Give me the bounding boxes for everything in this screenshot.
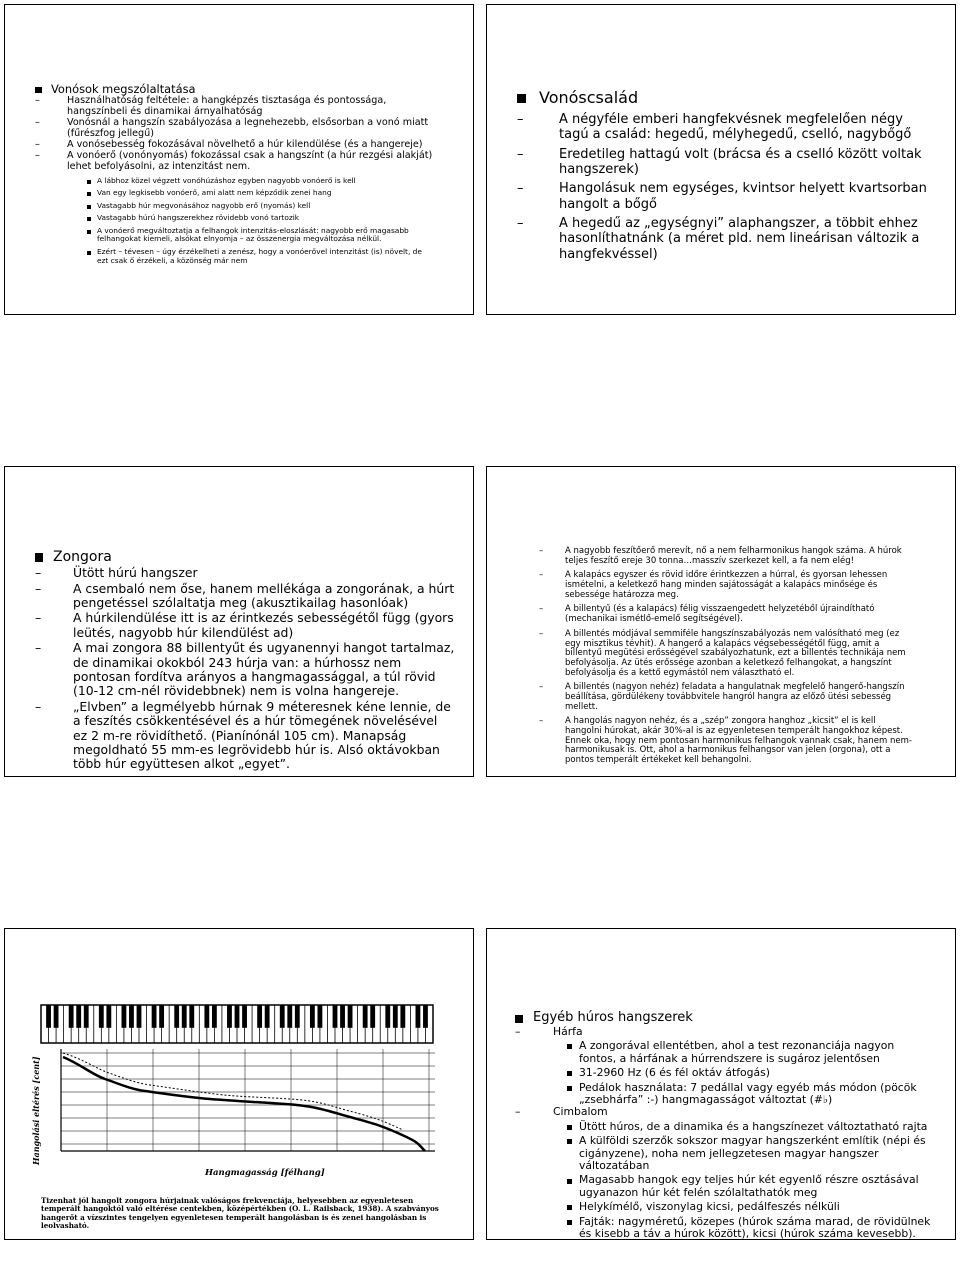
x-axis-label: Hangmagasság [félhang] <box>205 1168 325 1178</box>
list-item: – A vonóerő (vonónyomás) fokozással csak a hangszínt (a húr rezgési alakját) lehet befolyásolni, az intenzitást nem. <box>35 151 433 173</box>
list-item: – Használhatóság feltétele: a hangképzés tisztasága és pontossága, hangszínbeli és dinamikai árnyalhatóság <box>35 96 433 118</box>
sub-list-item: Fajták: nagyméretű, közepes (húrok száma marad, de rövidülnek és kisebb a táv a húrok között), kicsi (húrok száma kevesebb). <box>579 1214 931 1240</box>
black-key <box>400 1005 405 1028</box>
list-item-cimbalom: – Cimbalom <box>515 1106 931 1118</box>
slide-body <box>35 83 433 265</box>
slide-body <box>517 89 927 262</box>
list-item: – A billentés módjával semmiféle hangszínszabályozás nem valósítható meg (ez egy misztikus tévhit). A hangerő a kalapács végsebességétől függ, amit a billentyű megütési erősségével szabályozhatunk, ezt a billentés technikája nem befolyásolja. Az ütés erőssége azonban a keletkező felhangokat, a hangszínt befolyásolja és a kettő egymástól nem választható el. <box>539 630 915 678</box>
sub-list-item: Helykímélő, viszonylag kicsi, pedálfeszés nélküli <box>579 1200 840 1214</box>
black-key <box>159 1005 164 1028</box>
sub-list-item: Pedálok használata: 7 pedállal vagy egyéb más módon (pöcök „zsebhárfa” :-) hangmagasságot változtat (#♭) <box>579 1080 917 1106</box>
black-key <box>189 1005 194 1028</box>
y-axis-label: Hangolási eltérés [cent] <box>31 1056 41 1165</box>
deviation-curve <box>63 1057 425 1151</box>
list-item: – A kalapács egyszer és rövid időre érintkezzen a húrral, és gyorsan lehessen ismételni, a keletkező hang minden sajátosságát a kalapács minősége és sebessége határozza meg. <box>539 571 915 600</box>
black-key <box>265 1005 270 1028</box>
slide-title: Vonósok megszólaltatása <box>51 82 196 96</box>
slide-body <box>515 1011 931 1240</box>
slide-bowing <box>4 4 474 315</box>
list-item: – A hegedű az „egységnyi” alaphangszer, a többit ehhez hasonlíthatnánk (a méret pld. nem lineárisan változik a hangfekvéssel) <box>517 216 927 262</box>
black-key <box>69 1005 74 1028</box>
black-key <box>122 1005 127 1028</box>
list-item: – A mai zongora 88 billentyűt és ugyanennyi hangot tartalmaz, de dinamikai okokból 243 húrja van: a húrhossz nem pontosan fordítva arányos a hangmagassággal, a túl rövid (10-12 cm-nél rövidebbnek) nem is volna hangereje. <box>35 641 455 699</box>
slide-body <box>35 549 455 772</box>
tuning-figure <box>5 929 474 1240</box>
black-key <box>370 1005 375 1028</box>
black-key <box>174 1005 179 1028</box>
black-key <box>204 1005 209 1028</box>
slide-other-strings <box>486 928 956 1240</box>
slide-piano <box>4 466 474 777</box>
black-key <box>363 1005 368 1028</box>
list-item: – A vonósebesség fokozásával növelhető a húr kilendülése (és a hangereje) <box>35 140 433 151</box>
black-key <box>152 1005 157 1028</box>
graph-area <box>61 1049 435 1151</box>
black-key <box>385 1005 390 1028</box>
list-item: – A négyféle emberi hangfekvésnek megfelelően négy tagú a család: hegedű, mélyhegedű, cselló, nagybőgő <box>517 112 927 143</box>
list-item: – Eredetileg hattagú volt (brácsa és a cselló között voltak hangszerek) <box>517 147 927 178</box>
figure-caption: Tizenhat jól hangolt zongora húrjainak valóságos frekvenciája, helyesebben az egyenletesen temperált hangoktól való eltérése centekben, középértékben (O. L. Railsback, 1938). A szabványos hangerőt a vízszintes tengelyen egyenletesen temperált hangolásban is és zenei hangolásban is leolvasható. <box>41 1196 439 1230</box>
sub-list-item: Vastagabb húr megvonásához nagyobb erő (nyomás) kell <box>97 200 311 210</box>
list-item: – A nagyobb feszítőerő merevít, nő a nem felharmonikus hangok száma. A húrok teljes feszítő ereje 30 tonna…masszív szerkezet kell, a fa nem elég! <box>539 547 915 566</box>
black-key <box>235 1005 240 1028</box>
sub-list-item: 31-2960 Hz (6 és fél oktáv átfogás) <box>579 1066 770 1080</box>
slide-title: Egyéb húros hangszerek <box>533 1010 693 1025</box>
list-item: – A hangolás nagyon nehéz, és a „szép” zongora hanghoz „kicsit” el is kell hangolni húrokat, akár 30%-al is az egyenletesen temperált hangokhoz képest. Ennek oka, hogy nem pontosan harmonikus felhangok vannak csak, hanem nem-harmonikusak is. Ott, ahol a harmonikus felhangsor van jelen (orgona), ott a pontos temperált értékeket kell behangolni. <box>539 717 915 765</box>
black-key <box>257 1005 262 1028</box>
black-key <box>242 1005 247 1028</box>
list-item: – Hangolásuk nem egységes, kvintsor helyett kvartsorban hangolt a bőgő <box>517 181 927 212</box>
slide-piano-details <box>486 466 956 777</box>
black-key <box>84 1005 89 1028</box>
sub-list-item: A zongorával ellentétben, ahol a test rezonanciája nagyon fontos, a hárfának a húrrendszere is sugároz jelentősen <box>579 1039 895 1065</box>
list-item: – A csembaló nem őse, hanem mellékága a zongorának, a húrt pengetéssel szólaltatja meg (akusztikailag hasonlóak) <box>35 582 455 611</box>
sub-list-item: Ezért – tévesen – úgy érzékelheti a zenész, hogy a vonóerővel intenzitást (is) növelt, de ezt csak ő érzékeli, a közönség már nem <box>97 247 422 265</box>
piano-keyboard <box>41 1005 433 1043</box>
black-key <box>182 1005 187 1028</box>
slide-tuning-figure <box>4 928 474 1240</box>
list-item: – A billentyű (és a kalapács) félig visszaengedett helyzetéből újraindítható (mechanikai ismétlő-emelő segítségével). <box>539 605 915 624</box>
slide-body <box>539 547 915 771</box>
black-key <box>129 1005 134 1028</box>
black-key <box>310 1005 315 1028</box>
black-key <box>423 1005 428 1028</box>
sub-list-item: Ütött húros, de a dinamika és a hangszínezet változtatható rajta <box>579 1119 928 1133</box>
black-key <box>54 1005 59 1028</box>
black-key <box>212 1005 217 1028</box>
sub-list-item: A külföldi szerzők sokszor magyar hangszerként említik (népi és cigányzene), noha nem jellegzetesen magyar hangszer változatában <box>579 1134 926 1172</box>
list-item: – A billentés (nagyon nehéz) feladata a hangulatnak megfelelő hangerő-hangszín beállítása, gördülékeny továbbvitele hangról hangra az előző ütési sebesség mellett. <box>539 683 915 712</box>
list-item: – „Elvben” a legmélyebb húrnak 9 méteresnek kéne lennie, de a feszítés csökkentésével és a húr tömegének növelésével ez 2 m-re rövidíthető. (Pianínónál 105 cm). Manapság megoldható 55 mm-es legrövidebb húr is. Alsó oktávokban több húr együttesen alkot „egyet”. <box>35 700 455 772</box>
slide-string-family <box>486 4 956 315</box>
black-key <box>227 1005 232 1028</box>
black-key <box>46 1005 51 1028</box>
sub-list-item: A lábhoz közel végzett vonóhúzáshoz egyben nagyobb vonóerő is kell <box>97 175 356 185</box>
black-key <box>99 1005 104 1028</box>
black-key <box>318 1005 323 1028</box>
slide-title: Vonóscsalád <box>539 88 639 107</box>
black-key <box>416 1005 421 1028</box>
slide-title: Zongora <box>53 549 112 565</box>
black-key <box>348 1005 353 1028</box>
black-key <box>340 1005 345 1028</box>
black-key <box>106 1005 111 1028</box>
sub-list-item: Magasabb hangok egy teljes húr két egyenlő részre osztásával ugyanazon húr két felén szólaltathatók meg <box>579 1173 919 1199</box>
list-item: – Vonósnál a hangszín szabályozása a legnehezebb, elsősorban a vonó miatt (fűrészfog jellegű) <box>35 118 433 140</box>
black-key <box>280 1005 285 1028</box>
sub-list-item: Vastagabb húrú hangszerekhez rövidebb vonó tartozik <box>97 213 300 223</box>
list-item-harp: – Hárfa <box>515 1026 931 1038</box>
sub-list-item: Van egy legkisebb vonóerő, ami alatt nem képződik zenei hang <box>97 188 332 198</box>
black-key <box>287 1005 292 1028</box>
list-item: – Ütött húrú hangszer <box>35 566 455 580</box>
sub-list-item: A vonóerő megváltoztatja a felhangok intenzitás-eloszlását: nagyobb erő magasabb felhangokat kiemeli, alsókat elnyomja – az összenergia megváltozása nélkül. <box>97 225 409 244</box>
black-key <box>333 1005 338 1028</box>
black-key <box>76 1005 81 1028</box>
list-item: – A húrkilendülése itt is az érintkezés sebességétől függ (gyors leütés, nagyobb húr kilendülést ad) <box>35 611 455 640</box>
black-key <box>295 1005 300 1028</box>
black-key <box>137 1005 142 1028</box>
black-key <box>393 1005 398 1028</box>
